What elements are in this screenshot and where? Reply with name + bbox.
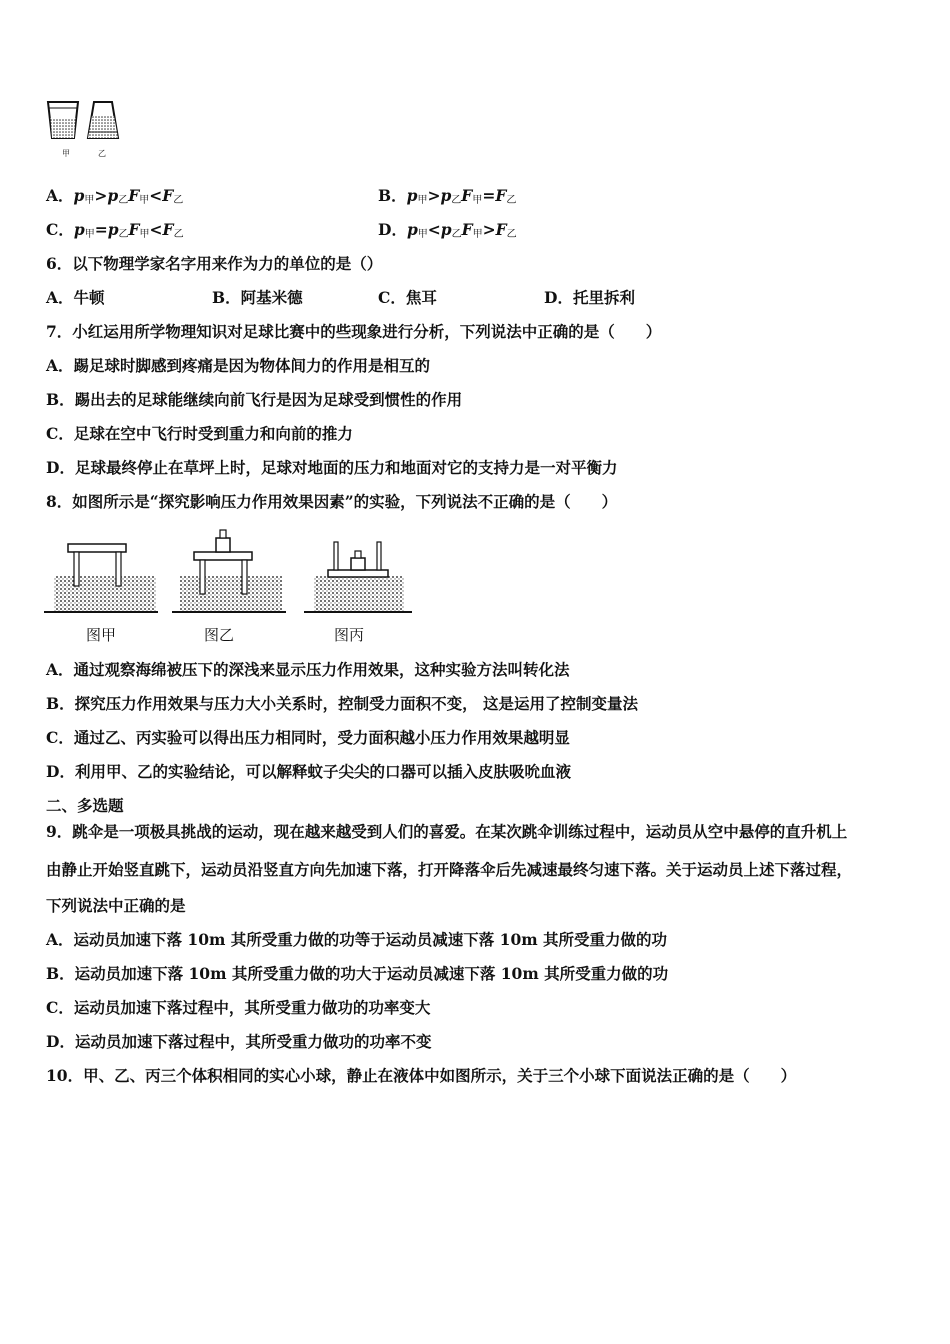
cup-label-jia: 甲 [62, 149, 70, 158]
q7-option-c: C．足球在空中飞行时受到重力和向前的推力 [46, 424, 353, 443]
setup-jia [44, 544, 158, 612]
pressure-experiment-figure [40, 524, 415, 620]
cups-figure [44, 98, 128, 146]
q9-option-d: D．运动员加速下落过程中，其所受重力做功的功率不变 [46, 1032, 432, 1051]
q8-option-a: A．通过观察海绵被压下的深浅来显示压力作用效果，这种实验方法叫转化法 [46, 660, 570, 679]
q8-stem: 8．如图所示是“探究影响压力作用效果因素”的实验，下列说法不正确的是（ ） [46, 492, 618, 511]
cup-label-yi: 乙 [98, 149, 106, 158]
q6-option-a: A．牛顿 [46, 288, 105, 307]
q10-stem: 10．甲、乙、丙三个体积相同的实心小球，静止在液体中如图所示，关于三个小球下面说法正确的是（ ） [46, 1066, 797, 1085]
q5-option-d: D．$p_甲<p_乙F_甲>F_乙$ [378, 220, 517, 240]
setup-yi [172, 530, 286, 612]
q8-option-b: B．探究压力作用效果与压力大小关系时，控制受力面积不变， 这是运用了控制变量法 [46, 694, 638, 713]
q6-stem: 6．以下物理学家名字用来作为力的单位的是（） [46, 254, 383, 273]
q5-option-a: A．$p_甲>p_乙F_甲<F_乙$ [46, 186, 184, 206]
cup-yi [88, 102, 118, 138]
q9-stem-line-2: 由静止开始竖直跳下，运动员沿竖直方向先加速下落，打开降落伞后先减速最终匀速下落。关于运动员上述下落过程， [46, 860, 853, 879]
q6-option-b: B．阿基米德 [212, 288, 303, 307]
q9-option-b: B．运动员加速下落 10m 其所受重力做的功大于运动员减速下落 10m 其所受重力做的功 [46, 964, 669, 983]
q5-option-c: C．$p_甲=p_乙F_甲<F_乙$ [46, 220, 184, 240]
q6-option-c: C．焦耳 [378, 288, 437, 307]
q7-option-d: D．足球最终停止在草坪上时，足球对地面的压力和地面对它的支持力是一对平衡力 [46, 458, 618, 477]
q7-option-b: B．踢出去的足球能继续向前飞行是因为足球受到惯性的作用 [46, 390, 463, 409]
q7-stem: 7．小红运用所学物理知识对足球比赛中的些现象进行分析，下列说法中正确的是（ ） [46, 322, 662, 341]
q5-option-b: B．$p_甲>p_乙F_甲=F_乙$ [378, 186, 517, 206]
setup-bing [304, 542, 412, 612]
q8-option-d: D．利用甲、乙的实验结论，可以解释蚊子尖尖的口器可以插入皮肤吸吮血液 [46, 762, 571, 781]
q9-stem-line-1: 9．跳伞是一项极具挑战的运动，现在越来越受到人们的喜爱。在某次跳伞训练过程中，运动员从空中悬停的直升机上 [46, 822, 848, 841]
q9-option-a: A．运动员加速下落 10m 其所受重力做的功等于运动员减速下落 10m 其所受重力做的功 [46, 930, 668, 949]
q9-option-c: C．运动员加速下落过程中，其所受重力做功的功率变大 [46, 998, 431, 1017]
figure-label-bing: 图丙 [334, 626, 365, 644]
q8-option-c: C．通过乙、丙实验可以得出压力相同时，受力面积越小压力作用效果越明显 [46, 728, 570, 747]
q7-option-a: A．踢足球时脚感到疼痛是因为物体间力的作用是相互的 [46, 356, 431, 375]
q6-option-d: D．托里拆利 [544, 288, 635, 307]
cup-jia [48, 102, 78, 138]
q9-stem-line-3: 下列说法中正确的是 [46, 896, 186, 915]
figure-label-jia: 图甲 [86, 626, 117, 644]
figure-label-yi: 图乙 [204, 626, 235, 644]
section-title: 二、多选题 [46, 796, 124, 815]
